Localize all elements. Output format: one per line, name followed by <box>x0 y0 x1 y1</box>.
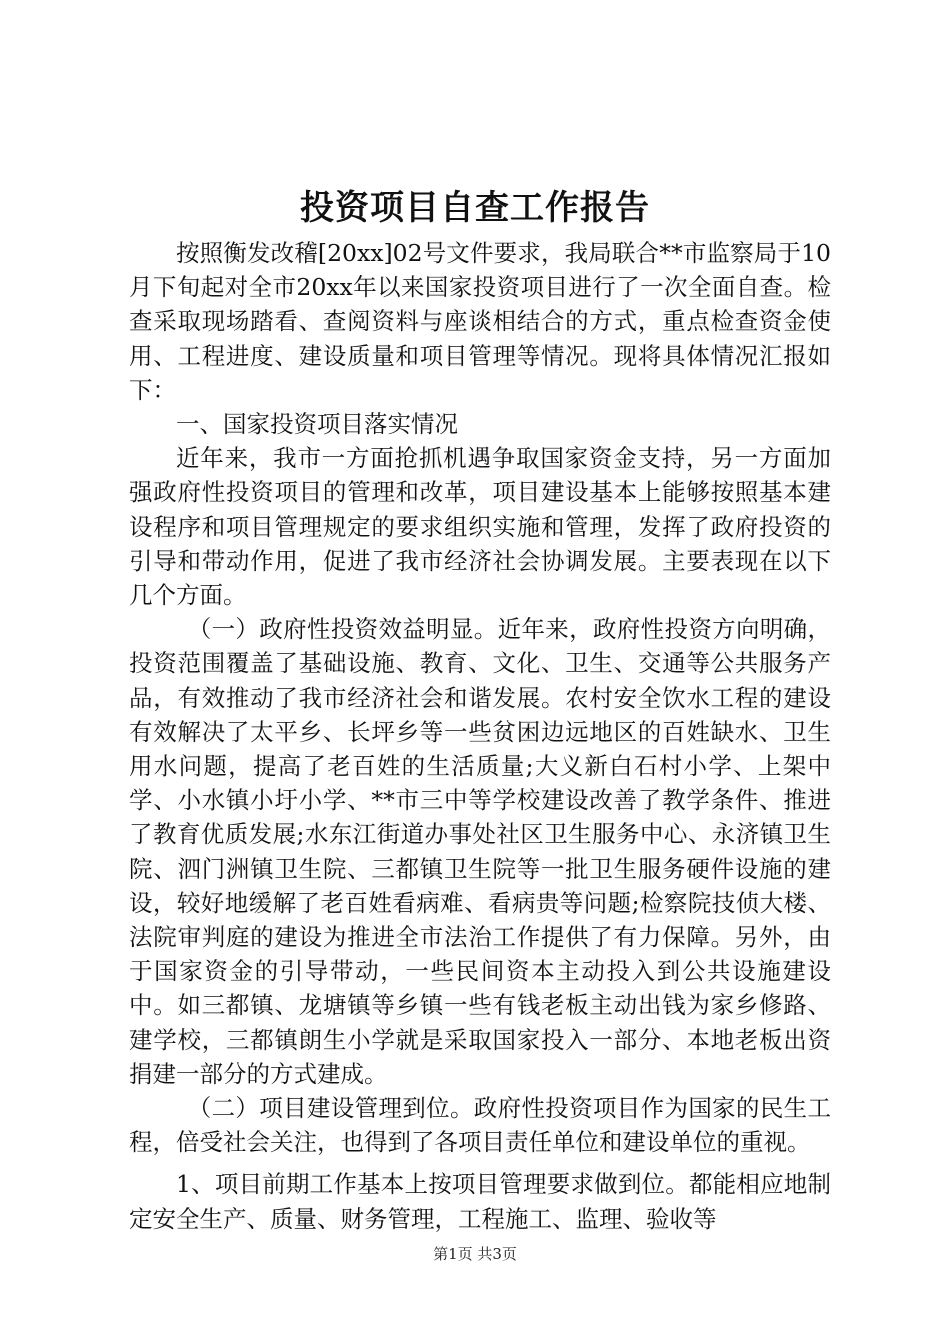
item-1-paragraph: 1、项目前期工作基本上按项目管理要求做到位。都能相应地制定安全生产、质量、财务管理，工程施工、监理、验收等 <box>129 1170 831 1233</box>
page-number-footer: 第1页 共3页 <box>433 1245 517 1263</box>
document-title: 投资项目自查工作报告 <box>300 188 650 228</box>
document-body <box>129 236 831 1236</box>
intro-paragraph: 按照衡发改稽[20xx]02号文件要求，我局联合**市监察局于10月下旬起对全市20xx年以来国家投资项目进行了一次全面自查。检查采取现场踏看、查阅资料与座谈相结合的方式，重点检查资金使用、工程进度、建设质量和项目管理等情况。现将具体情况汇报如下： <box>129 239 831 404</box>
subsection-1-paragraph: （一）政府性投资效益明显。近年来，政府性投资方向明确，投资范围覆盖了基础设施、教育、文化、卫生、交通等公共服务产品，有效推动了我市经济社会和谐发展。农村安全饮水工程的建设有效解决了太平乡、长坪乡等一些贫困边远地区的百姓缺水、卫生用水问题，提高了老百姓的生活质量;大义新白石村小学、上架中学、小水镇小圩小学、**市三中等学校建设改善了教学条件、推进了教育优质发展;水东江街道办事处社区卫生服务中心、永济镇卫生院、泗门洲镇卫生院、三都镇卫生院等一批卫生服务硬件设施的建设，较好地缓解了老百姓看病难、看病贵等问题;检察院技侦大楼、法院审判庭的建设为推进全市法治工作提供了有力保障。另外，由于国家资金的引导带动，一些民间资本主动投入到公共设施建设中。如三都镇、龙塘镇等乡镇一些有钱老板主动出钱为家乡修路、建学校，三都镇朗生小学就是采取国家投入一部分、本地老板出资捐建一部分的方式建成。 <box>129 615 831 1088</box>
subsection-2-paragraph: （二）项目建设管理到位。政府性投资项目作为国家的民生工程，倍受社会关注，也得到了各项目责任单位和建设单位的重视。 <box>129 1094 831 1157</box>
section-heading-1: 一、国家投资项目落实情况 <box>176 410 458 439</box>
section-1-overview-paragraph: 近年来，我市一方面抢抓机遇争取国家资金支持，另一方面加强政府性投资项目的管理和改革，项目建设基本上能够按照基本建设程序和项目管理规定的要求组织实施和管理，发挥了政府投资的引导和带动作用，促进了我市经济社会协调发展。主要表现在以下几个方面。 <box>129 444 831 610</box>
